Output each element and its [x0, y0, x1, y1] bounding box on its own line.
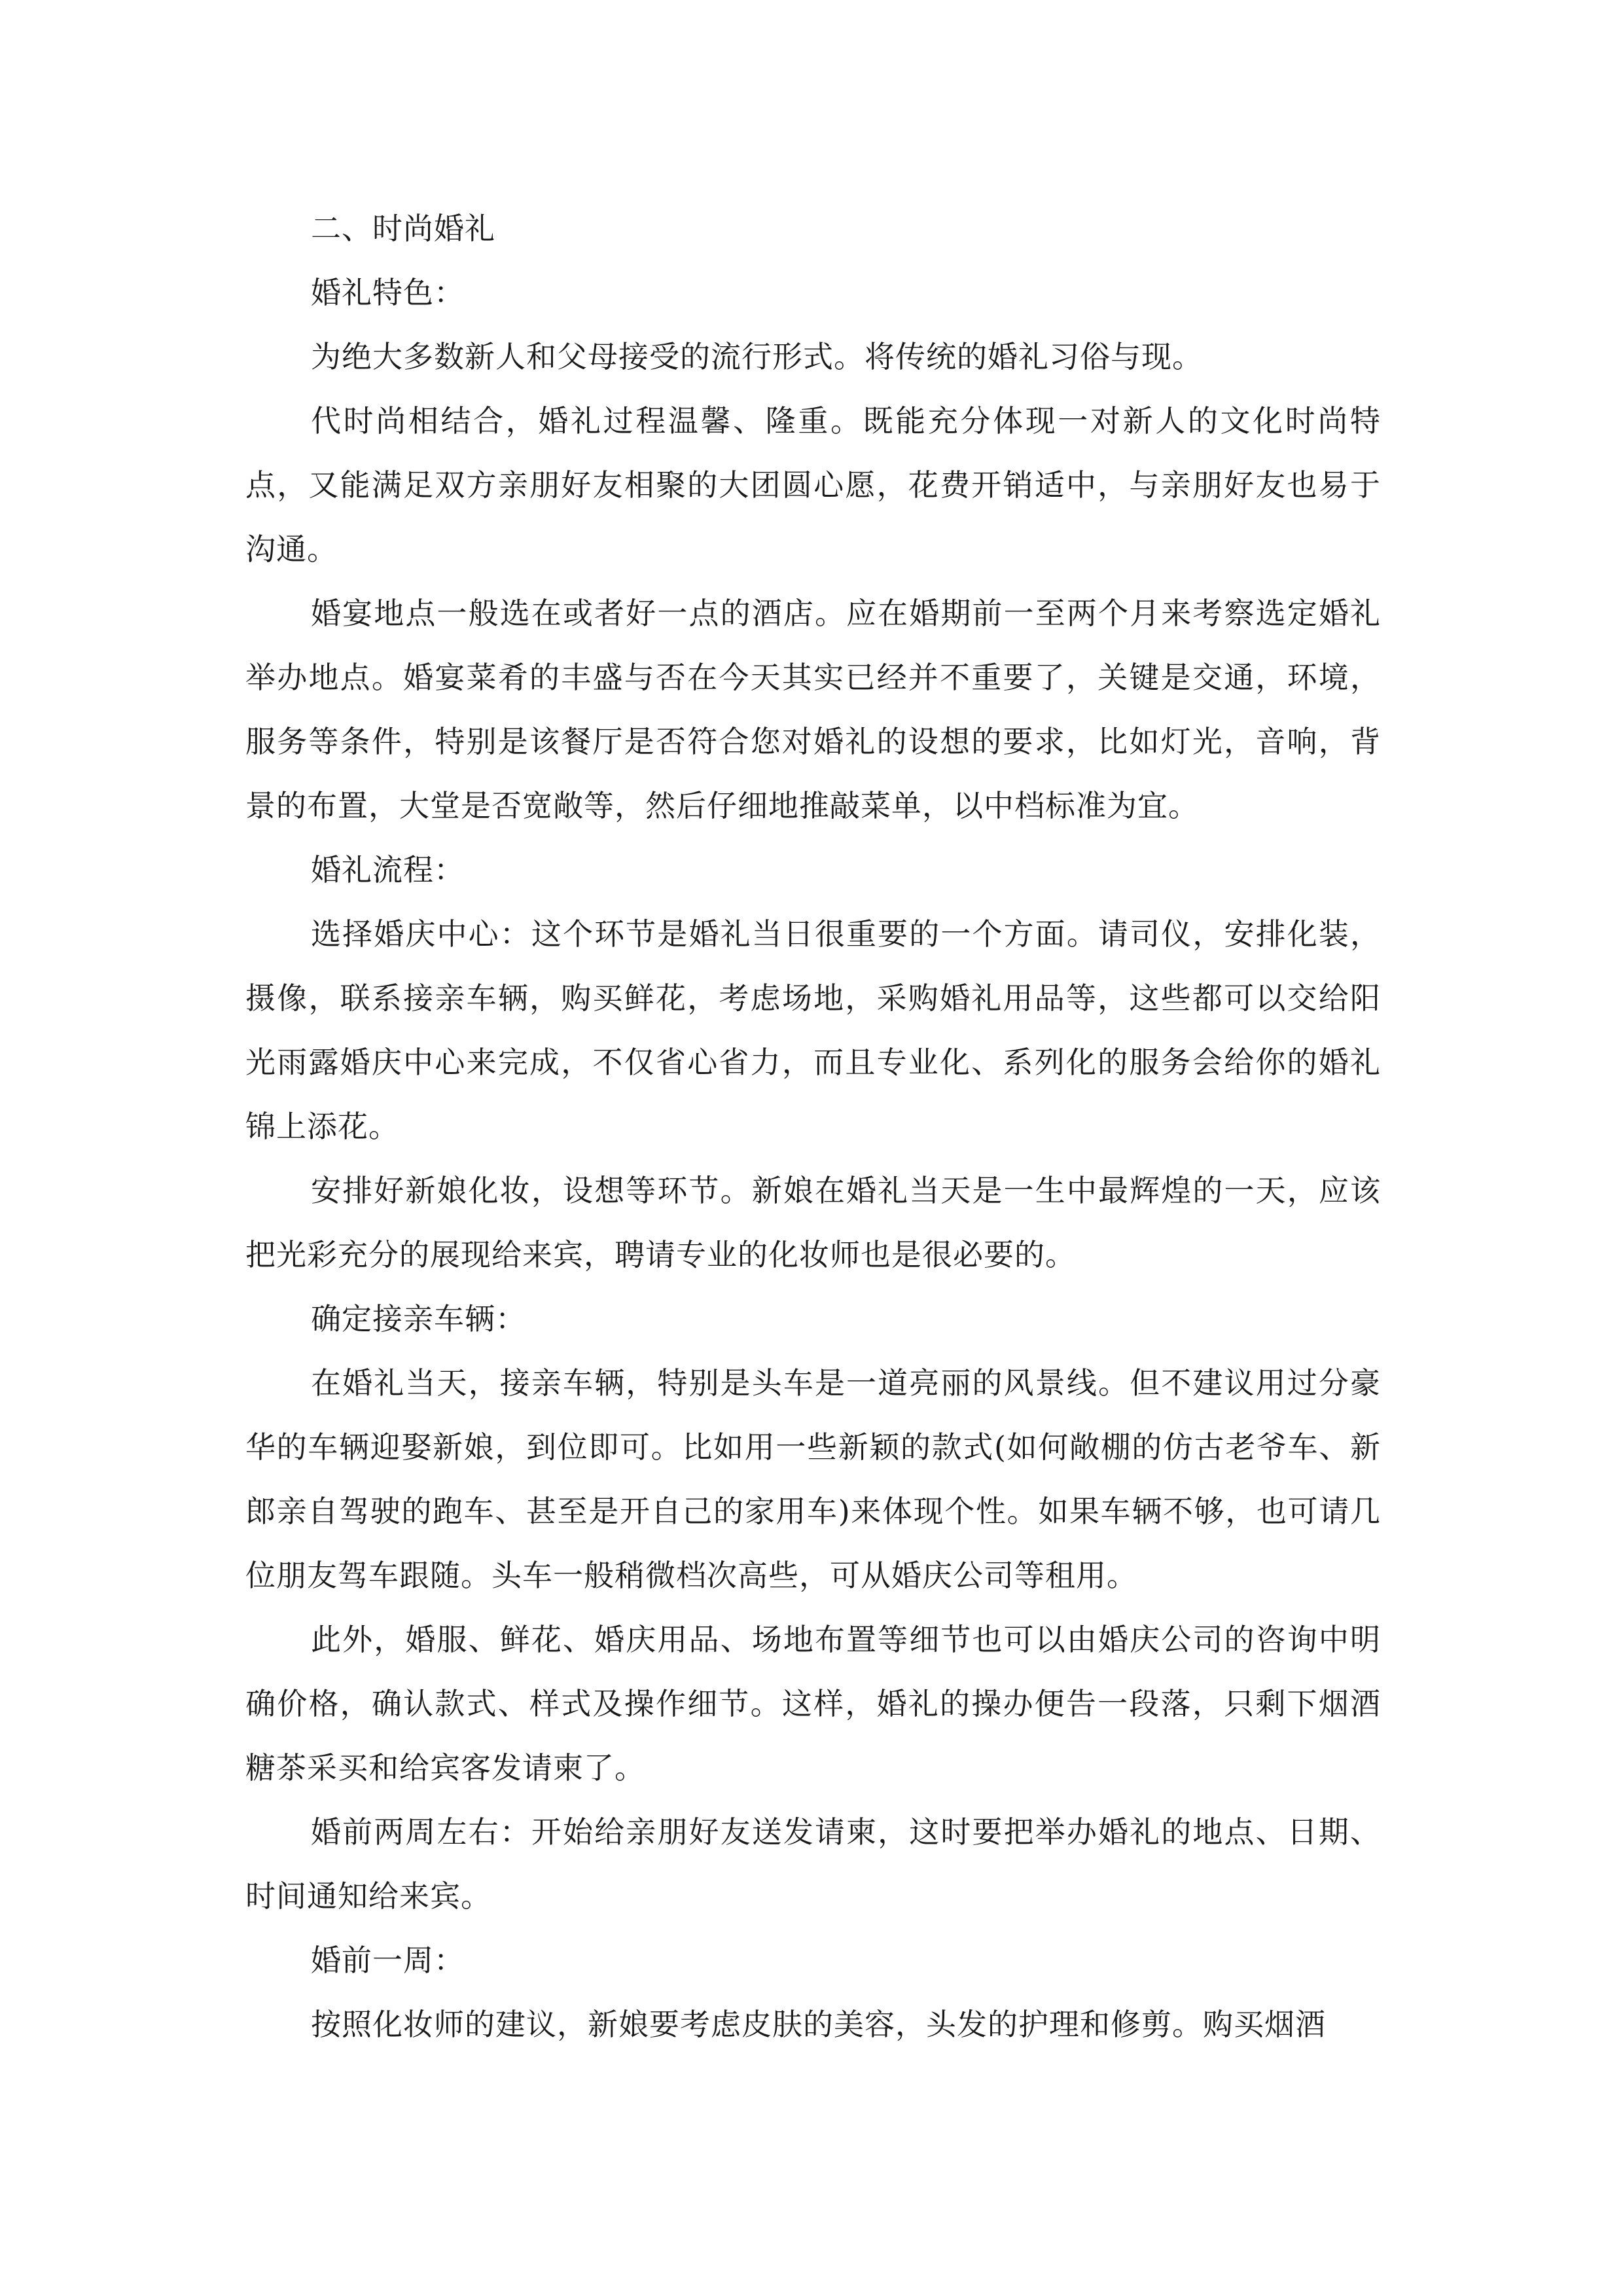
paragraph: 代时尚相结合，婚礼过程温馨、隆重。既能充分体现一对新人的文化时尚特点，又能满足双方亲朋好友相聚的大团圆心愿，花费开销适中，与亲朋好友也易于沟通。 [245, 403, 1381, 567]
paragraph: 按照化妆师的建议，新娘要考虑皮肤的美容，头发的护理和修剪。购买烟酒 [311, 2007, 1326, 2042]
subheading-features: 婚礼特色： [311, 275, 465, 310]
paragraph: 在婚礼当天，接亲车辆，特别是头车是一道亮丽的风景线。但不建议用过分豪华的车辆迎娶新娘，到位即可。比如用一些新颖的款式(如何敞棚的仿古老爷车、新郎亲自驾驶的跑车、甚至是开自己的家用车)来体现个性。如果车辆不够，也可请几位朋友驾车跟随。头车一般稍微档次高些，可从婚庆公司等租用。 [245, 1365, 1381, 1593]
subheading-vehicles: 确定接亲车辆： [311, 1301, 526, 1336]
subheading-process: 婚礼流程： [311, 852, 465, 888]
document-body [245, 196, 1381, 2056]
paragraph: 此外，婚服、鲜花、婚庆用品、场地布置等细节也可以由婚庆公司的咨询中明确价格，确认款式、样式及操作细节。这样，婚礼的操办便告一段落，只剩下烟酒糖茶采买和给宾客发请柬了。 [245, 1622, 1381, 1785]
subheading-one-week: 婚前一周： [311, 1943, 465, 1978]
paragraph: 选择婚庆中心：这个环节是婚礼当日很重要的一个方面。请司仪，安排化装，摄像，联系接亲车辆，购买鲜花，考虑场地，采购婚礼用品等，这些都可以交给阳光雨露婚庆中心来完成，不仅省心省力，而且专业化、系列化的服务会给你的婚礼锦上添花。 [245, 916, 1381, 1144]
paragraph: 婚宴地点一般选在或者好一点的酒店。应在婚期前一至两个月来考察选定婚礼举办地点。婚宴菜肴的丰盛与否在今天其实已经并不重要了，关键是交通，环境，服务等条件，特别是该餐厅是否符合您对婚礼的设想的要求，比如灯光，音响，背景的布置，大堂是否宽敞等，然后仔细地推敲菜单，以中档标准为宜。 [245, 596, 1381, 823]
paragraph: 婚前两周左右：开始给亲朋好友送发请柬，这时要把举办婚礼的地点、日期、时间通知给来宾。 [245, 1814, 1381, 1914]
paragraph: 安排好新娘化妆，设想等环节。新娘在婚礼当天是一生中最辉煌的一天，应该把光彩充分的展现给来宾，聘请专业的化妆师也是很必要的。 [245, 1173, 1381, 1272]
section-heading: 二、时尚婚礼 [311, 211, 495, 246]
paragraph: 为绝大多数新人和父母接受的流行形式。将传统的婚礼习俗与现。 [311, 339, 1203, 374]
